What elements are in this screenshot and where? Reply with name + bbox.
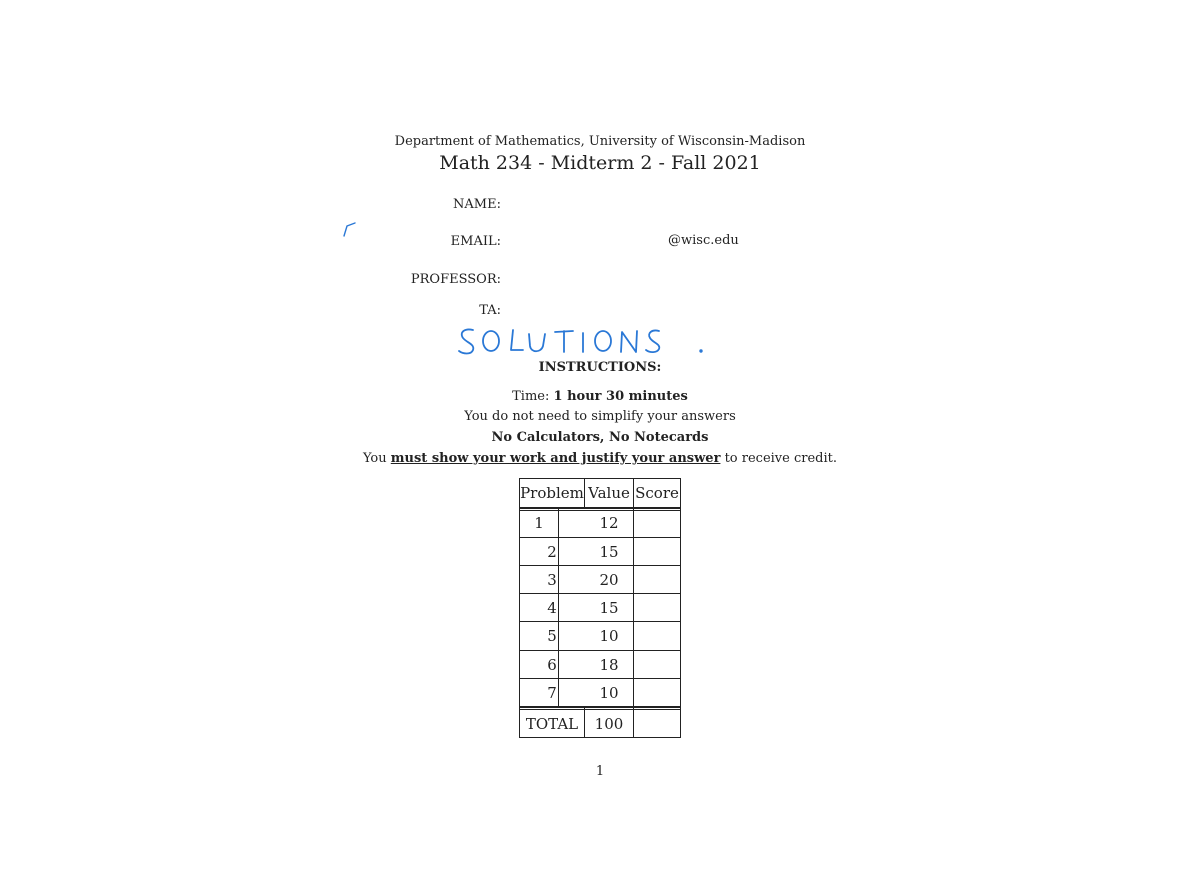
- table-cell-problem: 5: [547, 627, 557, 645]
- header-value: Value: [588, 484, 630, 502]
- name-label: NAME:: [453, 197, 501, 212]
- instructions-time: [0, 389, 1200, 404]
- department-line: Department of Mathematics, University of Wisconsin-Madison: [394, 134, 806, 149]
- table-cell-value: 10: [599, 684, 619, 702]
- handwritten-solutions: [455, 322, 715, 362]
- table-cell-value: 20: [599, 571, 619, 589]
- table-cell-problem: 6: [547, 656, 557, 674]
- total-label: TOTAL: [525, 715, 579, 733]
- email-suffix: @wisc.edu: [668, 233, 739, 248]
- table-cell-value: 18: [599, 656, 619, 674]
- show-emphasis: must show your work and justify your answer: [390, 451, 721, 466]
- ta-label: TA:: [479, 303, 501, 318]
- page-number: 1: [595, 764, 605, 779]
- exam-title: Math 234 - Midterm 2 - Fall 2021: [439, 152, 761, 174]
- instructions-simplify: You do not need to simplify your answers: [464, 409, 736, 424]
- show-prefix: You: [362, 451, 391, 466]
- time-prefix: Time:: [512, 389, 554, 404]
- table-cell-problem: 7: [547, 684, 557, 702]
- table-cell-value: 10: [599, 627, 619, 645]
- table-cell-problem: 2: [547, 543, 557, 561]
- instructions-heading: INSTRUCTIONS:: [538, 360, 662, 375]
- header-problem: Problem: [520, 484, 584, 502]
- instructions-no-calculators: No Calculators, No Notecards: [491, 430, 709, 445]
- table-cell-value: 15: [599, 599, 619, 617]
- table-divider: [633, 707, 634, 738]
- table-cell-value: 12: [599, 514, 619, 532]
- header-score: Score: [635, 484, 679, 502]
- instructions-show-work: [0, 451, 1200, 466]
- professor-label: PROFESSOR:: [410, 272, 501, 287]
- table-cell-problem: 3: [547, 571, 557, 589]
- show-suffix: to receive credit.: [720, 451, 837, 466]
- time-value: 1 hour 30 minutes: [553, 389, 688, 404]
- total-value: 100: [594, 715, 624, 733]
- table-cell-problem: 1: [534, 514, 544, 532]
- table-cell-value: 15: [599, 543, 619, 561]
- table-cell-problem: 4: [547, 599, 557, 617]
- email-label: EMAIL:: [450, 234, 501, 249]
